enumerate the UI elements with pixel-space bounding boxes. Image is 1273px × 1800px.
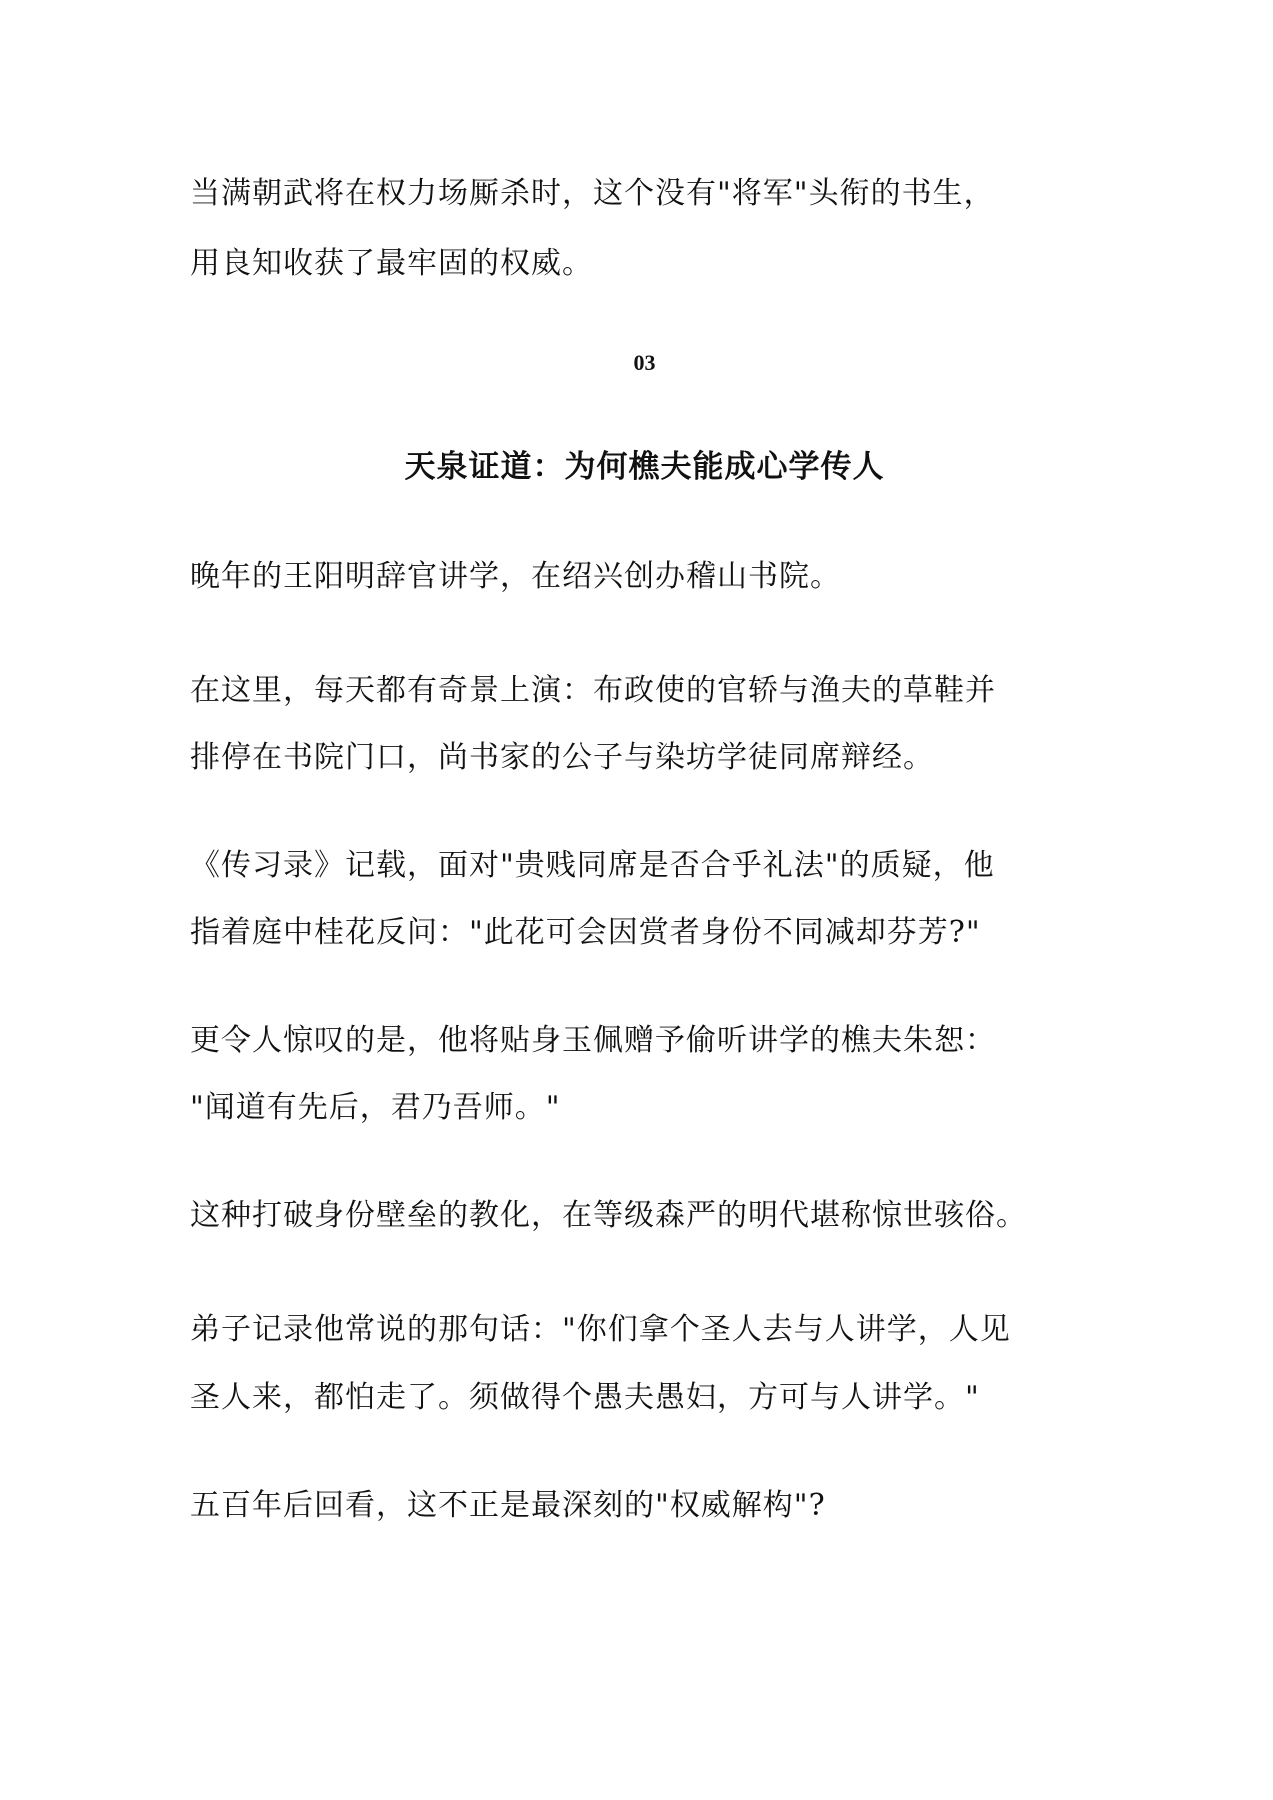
intro-line-2: 用良知收获了最牢固的权威。 (190, 246, 593, 281)
paragraph-4-line-2: "闻道有先后，君乃吾师。" (190, 1090, 561, 1125)
paragraph-6-line-2: 圣人来，都怕走了。须做得个愚夫愚妇，方可与人讲学。" (190, 1380, 980, 1415)
paragraph-2-line-2: 排停在书院门口，尚书家的公子与染坊学徒同席辩经。 (190, 740, 934, 775)
paragraph-3-line-1: 《传习录》记载，面对"贵贱同席是否合乎礼法"的质疑，他 (190, 848, 995, 883)
paragraph-7-line-1: 五百年后回看，这不正是最深刻的"权威解构"? (190, 1488, 826, 1523)
intro-line-1: 当满朝武将在权力场厮杀时，这个没有"将军"头衔的书生， (190, 176, 995, 211)
paragraph-6-line-1: 弟子记录他常说的那句话："你们拿个圣人去与人讲学，人见 (190, 1312, 1011, 1347)
paragraph-3-line-2: 指着庭中桂花反问："此花可会因赏者身份不同减却芬芳?" (190, 915, 981, 950)
section-title: 天泉证道：为何樵夫能成心学传人 (404, 449, 885, 485)
paragraph-4-line-1: 更令人惊叹的是，他将贴身玉佩赠予偷听讲学的樵夫朱恕： (190, 1023, 996, 1058)
paragraph-1-line-1: 晚年的王阳明辞官讲学，在绍兴创办稽山书院。 (190, 559, 841, 594)
paragraph-5-line-1: 这种打破身份壁垒的教化，在等级森严的明代堪称惊世骇俗。 (190, 1198, 1027, 1233)
paragraph-2-line-1: 在这里，每天都有奇景上演：布政使的官轿与渔夫的草鞋并 (190, 673, 996, 708)
section-number: 03 (633, 350, 656, 375)
